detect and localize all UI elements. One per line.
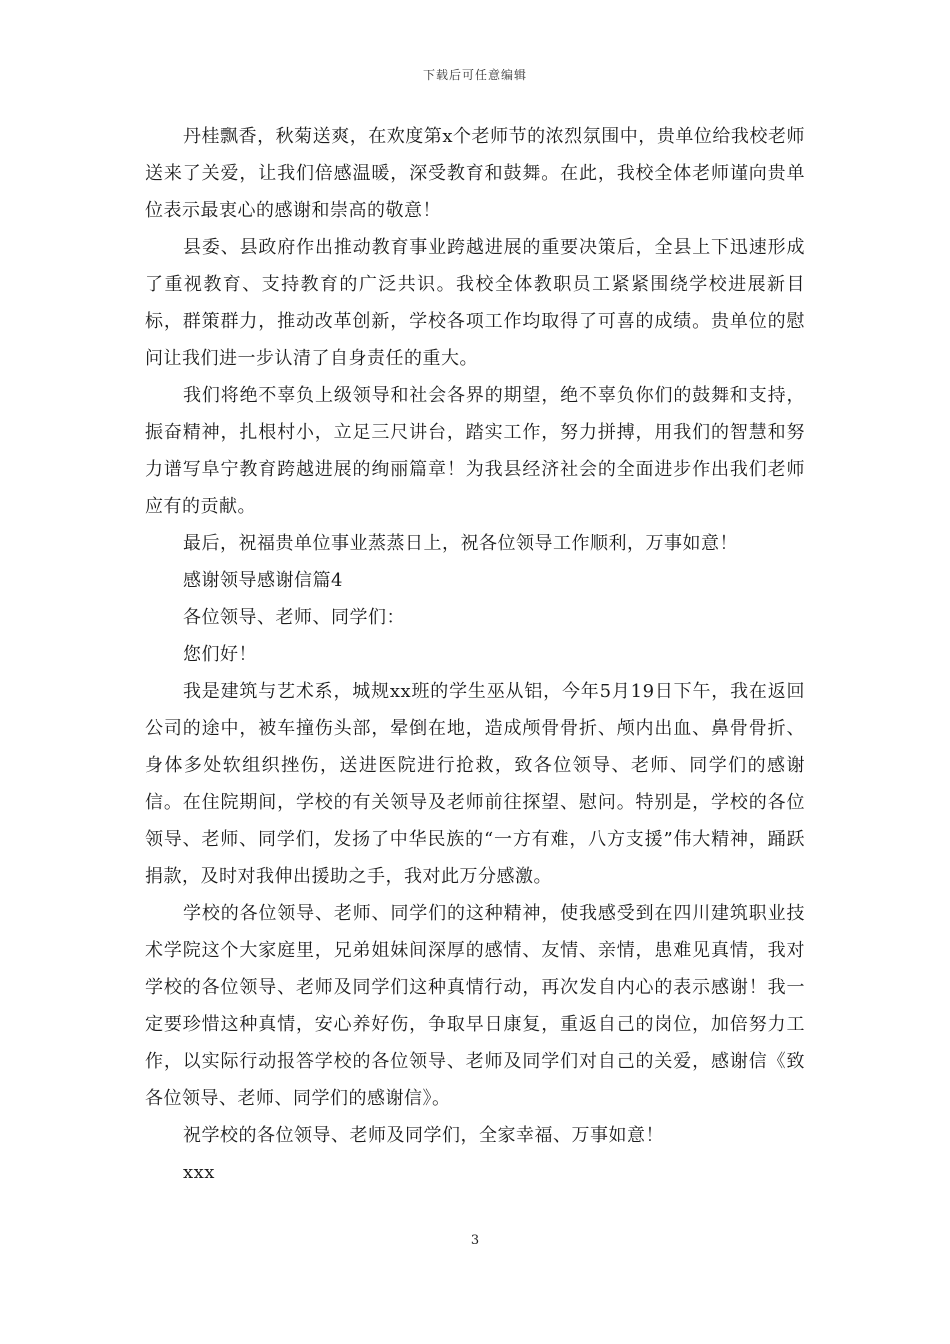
section-heading-letter-4: 感谢领导感谢信篇4 — [183, 570, 343, 591]
greeting: 您们好！ — [183, 644, 257, 665]
paragraph-county-education-policy: 县委、县政府作出推动教育事业跨越进展的重要决策后，全县上下迅速形成了重视教育、支持教育的广泛共识。我校全体教职员工紧紧围绕学校进展新目标，群策群力，推动改革创新，学校各项工作均取得了可喜的成绩。贵单位的慰问让我们进一步认清了自身责任的重大。 — [145, 237, 805, 369]
paragraph-closing-wishes: 最后，祝福贵单位事业蒸蒸日上，祝各位领导工作顺利，万事如意！ — [183, 533, 738, 554]
page-number: 3 — [470, 1233, 480, 1248]
signature: xxx — [183, 1162, 215, 1183]
paragraph-commitment: 我们将绝不辜负上级领导和社会各界的期望，绝不辜负你们的鼓舞和支持，振奋精神，扎根村小，立足三尺讲台，踏实工作，努力拼搏，用我们的智慧和努力谱写阜宁教育跨越进展的绚丽篇章！为我县经济社会的全面进步作出我们老师应有的贡献。 — [145, 385, 805, 517]
page-header-note: 下载后可任意编辑 — [422, 68, 527, 82]
paragraph-gratitude: 学校的各位领导、老师、同学们的这种精神，使我感受到在四川建筑职业技术学院这个大家庭里，兄弟姐妹间深厚的感情、友情、亲情，患难见真情，我对学校的各位领导、老师及同学们这种真情行动，再次发自内心的表示感谢！我一定要珍惜这种真情，安心养好伤，争取早日康复，重返自己的岗位，加倍努力工作，以实际行动报答学校的各位领导、老师及同学们对自己的关爱，感谢信《致各位领导、老师、同学们的感谢信》。 — [145, 903, 805, 1109]
paragraph-final-wishes: 祝学校的各位领导、老师及同学们，全家幸福、万事如意！ — [183, 1125, 664, 1146]
paragraph-teachers-day-thanks: 丹桂飘香，秋菊送爽，在欢度第x个老师节的浓烈氛围中，贵单位给我校老师送来了关爱，让我们倍感温暖，深受教育和鼓舞。在此，我校全体老师谨向贵单位表示最衷心的感谢和崇高的敬意！ — [145, 126, 805, 221]
salutation: 各位领导、老师、同学们： — [183, 607, 405, 628]
document-body — [145, 118, 805, 1191]
paragraph-accident-account: 我是建筑与艺术系，城规xx班的学生巫从铝，今年5月19日下午，我在返回公司的途中，被车撞伤头部，晕倒在地，造成颅骨骨折、颅内出血、鼻骨骨折、身体多处软组织挫伤，送进医院进行抢救，致各位领导、老师、同学们的感谢信。在住院期间，学校的有关领导及老师前往探望、慰问。特别是，学校的各位领导、老师、同学们，发扬了中华民族的“一方有难，八方支援”伟大精神，踊跃捐款，及时对我伸出援助之手，我对此万分感激。 — [145, 681, 805, 887]
